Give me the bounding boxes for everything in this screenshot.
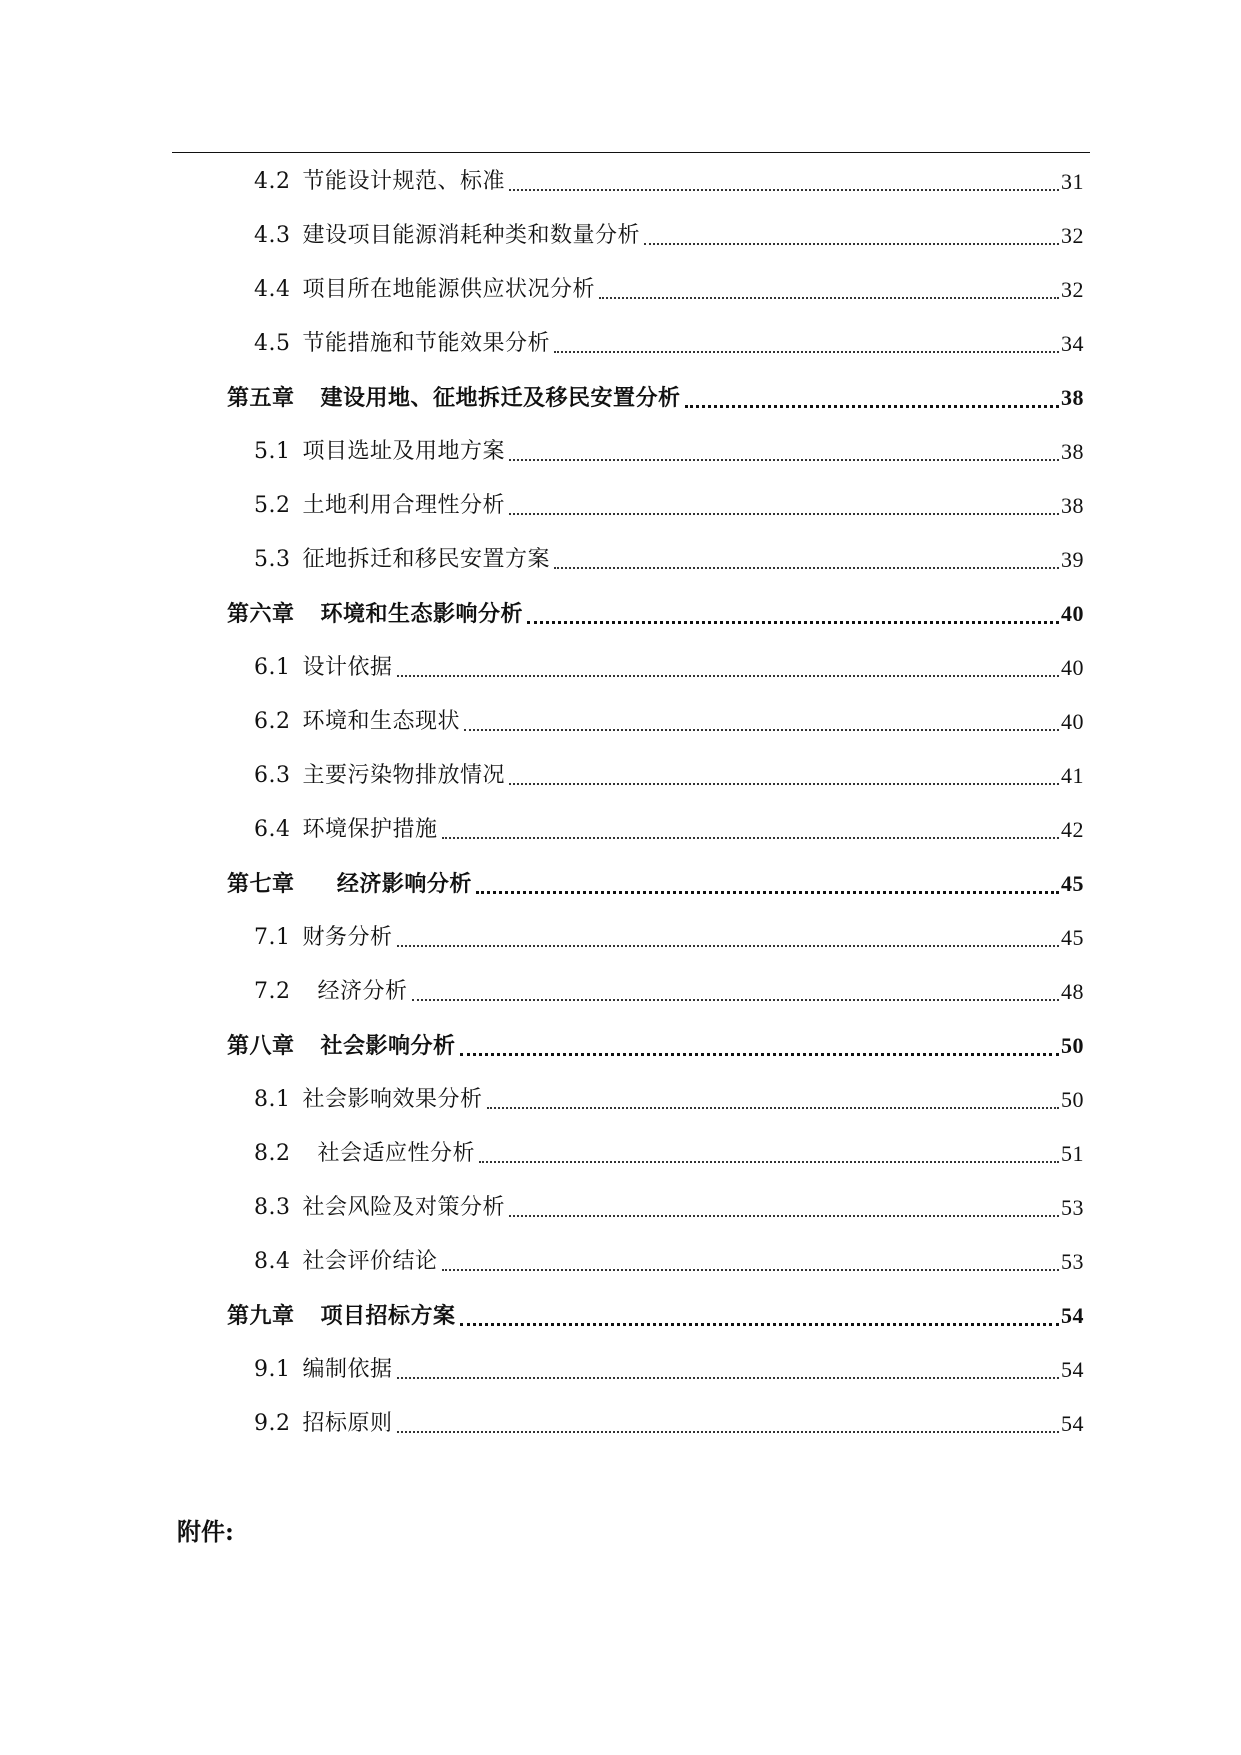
toc-entry-4-3[interactable]: [254, 216, 1084, 256]
toc-entry-5-3[interactable]: [254, 540, 1084, 580]
toc-number: 5.1: [254, 439, 291, 464]
toc-page-number: 32: [1061, 223, 1084, 248]
toc-page-number: 32: [1061, 277, 1084, 302]
toc-page-number: 53: [1061, 1195, 1084, 1220]
toc-page-number: 45: [1061, 925, 1084, 950]
toc-leader-dots: [554, 324, 1059, 364]
toc-page-number: 51: [1061, 1141, 1084, 1166]
toc-number: 7.2: [254, 979, 291, 1004]
toc-entry-8-3[interactable]: [254, 1188, 1084, 1228]
toc-entry-6-2[interactable]: [254, 702, 1084, 742]
toc-leader-dots: [397, 918, 1059, 958]
toc-number: 4.3: [254, 223, 291, 248]
toc-chapter-title: 建设用地、征地拆迁及移民安置分析: [320, 385, 681, 411]
toc-entry-9-2[interactable]: [254, 1404, 1084, 1444]
toc-number: 8.2: [254, 1141, 291, 1166]
toc-page-number: 40: [1061, 655, 1084, 680]
toc-page-number: 38: [1061, 385, 1084, 410]
toc-title: 征地拆迁和移民安置方案: [302, 547, 551, 572]
toc-title: 经济分析: [302, 979, 408, 1004]
toc-leader-dots: [464, 702, 1059, 742]
toc-title: 主要污染物排放情况: [302, 763, 506, 788]
toc-number: 4.2: [254, 169, 291, 194]
toc-title: 编制依据: [302, 1357, 393, 1382]
toc-title: 财务分析: [302, 925, 393, 950]
toc-page-number: 40: [1061, 709, 1084, 734]
toc-number: 6.4: [254, 817, 291, 842]
toc-number: 6.2: [254, 709, 291, 734]
toc-page-number: 50: [1061, 1087, 1084, 1112]
toc-entry-5-1[interactable]: [254, 432, 1084, 472]
toc-chapter-7[interactable]: [227, 864, 1084, 904]
toc-leader-dots: [554, 540, 1059, 580]
toc-page-number: 38: [1061, 493, 1084, 518]
toc-number: 8.1: [254, 1087, 291, 1112]
toc-title: 土地利用合理性分析: [302, 493, 506, 518]
toc-chapter-8[interactable]: [227, 1026, 1084, 1066]
toc-page-number: 42: [1061, 817, 1084, 842]
toc-number: 6.3: [254, 763, 291, 788]
toc-leader-dots: [509, 162, 1059, 202]
toc-number: 4.5: [254, 331, 291, 356]
toc-title: 项目选址及用地方案: [302, 439, 506, 464]
toc-entry-8-2[interactable]: [254, 1134, 1084, 1174]
toc-entry-4-5[interactable]: [254, 324, 1084, 364]
toc-title: 招标原则: [302, 1411, 393, 1436]
toc-leader-dots: [460, 1296, 1059, 1336]
toc-entry-6-1[interactable]: [254, 648, 1084, 688]
toc-entry-6-4[interactable]: [254, 810, 1084, 850]
toc-leader-dots: [476, 864, 1059, 904]
toc-entry-7-2[interactable]: [254, 972, 1084, 1012]
toc-page-number: 45: [1061, 871, 1084, 896]
toc-number: 4.4: [254, 277, 291, 302]
toc-page-number: 41: [1061, 763, 1084, 788]
toc-number: 7.1: [254, 925, 291, 950]
toc-page-number: 54: [1061, 1303, 1084, 1328]
toc-leader-dots: [599, 270, 1059, 310]
toc-leader-dots: [487, 1080, 1059, 1120]
toc-leader-dots: [397, 1404, 1059, 1444]
attachments-heading: 附件:: [177, 1517, 234, 1546]
toc-entry-8-1[interactable]: [254, 1080, 1084, 1120]
toc-page-number: 31: [1061, 169, 1084, 194]
toc-entry-4-2[interactable]: [254, 162, 1084, 202]
toc-number: 5.2: [254, 493, 291, 518]
toc-entry-7-1[interactable]: [254, 918, 1084, 958]
toc-leader-dots: [442, 810, 1059, 850]
toc-entry-8-4[interactable]: [254, 1242, 1084, 1282]
toc-chapter-5[interactable]: [227, 378, 1084, 418]
toc-page-number: 50: [1061, 1033, 1084, 1058]
toc-chapter-title: 经济影响分析: [320, 871, 472, 897]
toc-chapter-number: 第七章: [227, 871, 295, 897]
toc-page-number: 54: [1061, 1357, 1084, 1382]
toc-title: 社会评价结论: [302, 1249, 438, 1274]
toc-leader-dots: [527, 594, 1059, 634]
toc-page-number: 39: [1061, 547, 1084, 572]
toc-chapter-number: 第九章: [227, 1303, 295, 1329]
toc-page-number: 48: [1061, 979, 1084, 1004]
toc-chapter-number: 第五章: [227, 385, 295, 411]
toc-title: 节能设计规范、标准: [302, 169, 506, 194]
toc-page-number: 54: [1061, 1411, 1084, 1436]
toc-chapter-title: 社会影响分析: [320, 1033, 456, 1059]
toc-page-number: 40: [1061, 601, 1084, 626]
header-rule: [172, 152, 1090, 153]
toc-leader-dots: [412, 972, 1060, 1012]
toc-title: 环境和生态现状: [302, 709, 461, 734]
toc-page-number: 34: [1061, 331, 1084, 356]
toc-page-number: 38: [1061, 439, 1084, 464]
toc-title: 社会适应性分析: [302, 1141, 475, 1166]
toc-title: 节能措施和节能效果分析: [302, 331, 551, 356]
toc-title: 社会影响效果分析: [302, 1087, 483, 1112]
toc-number: 8.4: [254, 1249, 291, 1274]
toc-page-number: 53: [1061, 1249, 1084, 1274]
toc-title: 项目所在地能源供应状况分析: [302, 277, 596, 302]
toc-chapter-9[interactable]: [227, 1296, 1084, 1336]
toc-number: 9.1: [254, 1357, 291, 1382]
toc-entry-5-2[interactable]: [254, 486, 1084, 526]
toc-title: 环境保护措施: [302, 817, 438, 842]
toc-entry-6-3[interactable]: [254, 756, 1084, 796]
toc-leader-dots: [397, 1350, 1059, 1390]
toc-chapter-title: 环境和生态影响分析: [320, 601, 524, 627]
toc-leader-dots: [397, 648, 1059, 688]
toc-leader-dots: [509, 486, 1059, 526]
toc-chapter-number: 第八章: [227, 1033, 295, 1059]
toc-entry-9-1[interactable]: [254, 1350, 1084, 1390]
toc-number: 9.2: [254, 1411, 291, 1436]
toc-leader-dots: [509, 1188, 1059, 1228]
toc-number: 6.1: [254, 655, 291, 680]
toc-entry-4-4[interactable]: [254, 270, 1084, 310]
toc-leader-dots: [685, 378, 1059, 418]
toc-leader-dots: [442, 1242, 1059, 1282]
toc-title: 设计依据: [302, 655, 393, 680]
toc-leader-dots: [509, 432, 1059, 472]
toc-chapter-number: 第六章: [227, 601, 295, 627]
toc-chapter-title: 项目招标方案: [320, 1303, 456, 1329]
toc-chapter-6[interactable]: [227, 594, 1084, 634]
toc-title: 社会风险及对策分析: [302, 1195, 506, 1220]
toc-leader-dots: [460, 1026, 1059, 1066]
toc-leader-dots: [644, 216, 1059, 256]
toc-leader-dots: [479, 1134, 1059, 1174]
toc-title: 建设项目能源消耗种类和数量分析: [302, 223, 641, 248]
toc-leader-dots: [509, 756, 1059, 796]
toc-number: 5.3: [254, 547, 291, 572]
toc-number: 8.3: [254, 1195, 291, 1220]
